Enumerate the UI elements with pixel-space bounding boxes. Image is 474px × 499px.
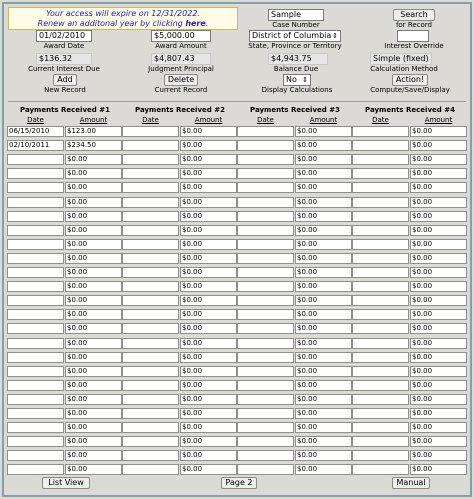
amount-column-header: Amount [79,116,108,124]
payment-amount-input[interactable]: $0.00 [295,182,352,193]
payment-date-input[interactable] [7,211,64,222]
payment-amount-input[interactable]: $0.00 [295,239,352,250]
payment-date-input[interactable] [122,408,179,419]
payment-date-input[interactable] [352,140,409,151]
payment-amount-input[interactable]: $0.00 [410,366,467,377]
payment-date-input[interactable] [7,182,64,193]
payment-amount-input[interactable]: $0.00 [180,253,237,264]
payment-amount-input[interactable]: $0.00 [295,394,352,405]
date-column-header: Date [372,116,389,124]
payment-date-input[interactable] [122,394,179,405]
payment-amount-input[interactable]: $0.00 [410,182,467,193]
payment-amount-input[interactable]: $0.00 [410,253,467,264]
payment-date-input[interactable] [237,309,294,320]
payment-amount-input[interactable]: $0.00 [180,295,237,306]
payment-date-input[interactable] [237,323,294,334]
payment-date-input[interactable] [237,267,294,278]
delete-button[interactable]: Delete [164,74,198,86]
case-number-label: Case Number [272,21,320,29]
payment-amount-input[interactable]: $0.00 [180,366,237,377]
payment-date-input[interactable] [122,211,179,222]
page-2-button[interactable]: Page 2 [221,477,257,489]
payment-amount-input[interactable]: $0.00 [295,352,352,363]
payment-amount-input[interactable]: $0.00 [295,267,352,278]
payment-amount-input[interactable]: $0.00 [65,394,122,405]
payment-date-input[interactable] [237,464,294,475]
payment-date-input[interactable] [352,182,409,193]
payment-amount-input[interactable]: $0.00 [180,436,237,447]
payment-amount-input[interactable]: $0.00 [180,197,237,208]
payment-date-input[interactable] [122,436,179,447]
payment-date-input[interactable] [237,140,294,151]
payment-date-input[interactable] [7,366,64,377]
payment-date-input[interactable] [122,380,179,391]
payment-date-input[interactable] [352,126,409,137]
payment-amount-input[interactable]: $0.00 [410,197,467,208]
payment-date-input[interactable] [352,422,409,433]
payment-date-input[interactable] [7,450,64,461]
payment-date-input[interactable]: 02/10/2011 [7,140,64,151]
judgment-principal-field: $4,807.43 [151,53,211,65]
case-number-input[interactable]: Sample [268,9,324,21]
payment-date-input[interactable] [352,253,409,264]
payment-date-input[interactable] [122,253,179,264]
award-date-label: Award Date [43,42,85,50]
display-calculations-label: Display Calculations [261,86,333,94]
payment-amount-input[interactable]: $0.00 [410,450,467,461]
action-button[interactable]: Action! [392,74,428,86]
payment-date-input[interactable] [352,408,409,419]
state-label: State, Province or Territory [248,42,342,50]
payment-date-input[interactable] [237,126,294,137]
payment-date-input[interactable] [237,380,294,391]
calculator-form [2,2,472,497]
payment-date-input[interactable] [7,168,64,179]
payment-date-input[interactable] [352,450,409,461]
payment-amount-input[interactable]: $0.00 [180,239,237,250]
payment-amount-input[interactable]: $0.00 [180,450,237,461]
payment-date-input[interactable] [352,394,409,405]
payment-date-input[interactable] [237,281,294,292]
payment-date-input[interactable] [352,380,409,391]
payments-group-title: Payments Received #2 [135,106,225,114]
payment-amount-input[interactable]: $0.00 [410,380,467,391]
payment-date-input[interactable] [237,408,294,419]
payment-amount-input[interactable]: $0.00 [410,168,467,179]
payment-amount-input[interactable]: $0.00 [180,352,237,363]
award-amount-label: Award Amount [155,42,207,50]
current-interest-field: $136.32 [36,53,92,65]
payment-date-input[interactable] [122,154,179,165]
payment-date-input[interactable] [352,168,409,179]
payment-amount-input[interactable]: $0.00 [295,225,352,236]
payment-date-input[interactable] [237,168,294,179]
payment-amount-input[interactable]: $0.00 [410,225,467,236]
payment-amount-input[interactable]: $0.00 [410,239,467,250]
payment-amount-input[interactable]: $0.00 [65,168,122,179]
payment-date-input[interactable] [7,408,64,419]
payment-amount-input[interactable]: $234.50 [65,140,122,151]
payment-date-input[interactable] [352,211,409,222]
payment-amount-input[interactable]: $0.00 [65,154,122,165]
payment-amount-input[interactable]: $0.00 [180,267,237,278]
payments-group-title: Payments Received #4 [365,106,455,114]
display-calculations-select[interactable] [283,74,311,86]
chevron-updown-icon: ⇕ [332,32,338,40]
payment-date-input[interactable] [237,394,294,405]
payment-date-input[interactable] [237,422,294,433]
payment-amount-input[interactable]: $0.00 [180,394,237,405]
payment-date-input[interactable] [122,309,179,320]
payment-date-input[interactable] [122,338,179,349]
add-label: New Record [44,86,86,94]
payment-amount-input[interactable]: $0.00 [65,436,122,447]
display-calculations-value: No [286,75,297,84]
date-column-header: Date [257,116,274,124]
balance-due-field: $4,943.75 [268,53,328,65]
payment-amount-input[interactable]: $0.00 [65,464,122,475]
payment-amount-input[interactable]: $0.00 [295,436,352,447]
payment-amount-input[interactable]: $0.00 [295,197,352,208]
payment-date-input[interactable] [7,464,64,475]
payment-date-input[interactable] [352,281,409,292]
payment-amount-input[interactable]: $0.00 [180,281,237,292]
payment-amount-input[interactable]: $0.00 [180,380,237,391]
payment-date-input[interactable] [237,211,294,222]
payment-amount-input[interactable]: $0.00 [295,408,352,419]
payment-amount-input[interactable]: $0.00 [180,323,237,334]
payment-date-input[interactable] [352,239,409,250]
calculation-method-field: Simple (fixed) [370,53,432,65]
payment-date-input[interactable] [237,225,294,236]
payment-amount-input[interactable]: $0.00 [295,126,352,137]
payment-date-input[interactable] [122,352,179,363]
payment-date-input[interactable] [7,422,64,433]
payment-date-input[interactable] [122,281,179,292]
add-button[interactable]: Add [53,74,77,86]
payment-date-input[interactable] [122,323,179,334]
payment-date-input[interactable] [352,338,409,349]
search-button[interactable]: Search [393,9,435,21]
payment-date-input[interactable] [122,267,179,278]
payment-date-input[interactable] [122,295,179,306]
payment-amount-input[interactable]: $0.00 [180,408,237,419]
payment-amount-input[interactable]: $0.00 [295,168,352,179]
date-column-header: Date [27,116,44,124]
payment-amount-input[interactable]: $0.00 [295,422,352,433]
payment-amount-input[interactable]: $0.00 [180,464,237,475]
payment-amount-input[interactable]: $0.00 [180,154,237,165]
award-date-input[interactable]: 01/02/2010 [36,30,92,42]
payment-amount-input[interactable]: $0.00 [65,225,122,236]
payment-date-input[interactable] [237,154,294,165]
payment-amount-input[interactable]: $0.00 [295,211,352,222]
payment-amount-input[interactable]: $0.00 [180,140,237,151]
payment-amount-input[interactable]: $0.00 [65,182,122,193]
payment-amount-input[interactable]: $0.00 [65,295,122,306]
payment-date-input[interactable] [237,239,294,250]
payment-amount-input[interactable]: $0.00 [295,380,352,391]
payment-date-input[interactable] [122,168,179,179]
list-view-button[interactable]: List View [42,477,90,489]
payment-amount-input[interactable]: $0.00 [410,140,467,151]
payment-date-input[interactable] [122,140,179,151]
payment-amount-input[interactable]: $0.00 [295,154,352,165]
payment-date-input[interactable] [352,225,409,236]
payment-amount-input[interactable]: $0.00 [410,309,467,320]
renew-text: Renew an additonal year by clicking [37,19,186,28]
payment-amount-input[interactable]: $0.00 [295,366,352,377]
payment-amount-input[interactable]: $0.00 [410,338,467,349]
payment-date-input[interactable] [7,338,64,349]
payment-amount-input[interactable]: $0.00 [180,422,237,433]
payment-date-input[interactable] [237,253,294,264]
payment-date-input[interactable] [122,225,179,236]
renew-link[interactable]: here [185,19,206,28]
payment-amount-input[interactable]: $0.00 [180,168,237,179]
payment-date-input[interactable] [7,436,64,447]
payment-date-input[interactable] [352,323,409,334]
payment-amount-input[interactable]: $123.00 [65,126,122,137]
payment-amount-input[interactable]: $0.00 [180,126,237,137]
payment-date-input[interactable] [122,239,179,250]
manual-button[interactable]: Manual [392,477,430,489]
interest-override-input[interactable] [397,30,429,42]
chevron-updown-icon: ⇕ [302,76,308,84]
payment-amount-input[interactable]: $0.00 [65,338,122,349]
payment-amount-input[interactable]: $0.00 [410,323,467,334]
payment-amount-input[interactable]: $0.00 [180,182,237,193]
payment-amount-input[interactable]: $0.00 [410,436,467,447]
amount-column-header: Amount [424,116,453,124]
payment-amount-input[interactable]: $0.00 [410,281,467,292]
payment-date-input[interactable] [7,394,64,405]
payment-amount-input[interactable]: $0.00 [65,309,122,320]
payment-amount-input[interactable]: $0.00 [295,323,352,334]
balance-due-label: Balance Due [273,65,319,73]
payment-date-input[interactable] [122,366,179,377]
payments-group-title: Payments Received #3 [250,106,340,114]
payment-amount-input[interactable]: $0.00 [180,211,237,222]
payment-date-input[interactable] [237,450,294,461]
payment-date-input[interactable] [237,197,294,208]
payment-amount-input[interactable]: $0.00 [295,338,352,349]
date-column-header: Date [142,116,159,124]
payment-date-input[interactable] [122,464,179,475]
payment-amount-input[interactable]: $0.00 [65,197,122,208]
renew-suffix: . [205,19,209,28]
award-amount-input[interactable]: $5,000.00 [151,30,211,42]
renew-line [9,19,237,29]
payment-date-input[interactable] [122,450,179,461]
action-label: Compute/Save/Display [370,86,450,94]
payment-amount-input[interactable]: $0.00 [295,140,352,151]
payment-amount-input[interactable]: $0.00 [180,338,237,349]
payment-amount-input[interactable]: $0.00 [65,380,122,391]
amount-column-header: Amount [194,116,223,124]
amount-column-header: Amount [309,116,338,124]
payment-date-input[interactable] [7,323,64,334]
payment-amount-input[interactable]: $0.00 [410,464,467,475]
payment-amount-input[interactable]: $0.00 [65,422,122,433]
payment-date-input[interactable] [352,154,409,165]
payment-date-input[interactable] [7,267,64,278]
payment-amount-input[interactable]: $0.00 [295,253,352,264]
payment-date-input[interactable] [122,126,179,137]
payment-amount-input[interactable]: $0.00 [295,450,352,461]
payment-date-input[interactable] [7,197,64,208]
payment-date-input[interactable] [352,436,409,447]
payment-amount-input[interactable]: $0.00 [65,408,122,419]
payment-date-input[interactable] [7,380,64,391]
payment-amount-input[interactable]: $0.00 [295,464,352,475]
calculation-method-label: Calculation Method [370,65,438,73]
current-interest-label: Current Interest Due [28,65,100,73]
expiration-notice [8,7,238,30]
state-select[interactable] [249,30,341,42]
payment-date-input[interactable] [352,295,409,306]
payment-date-input[interactable] [122,422,179,433]
divider [8,101,466,102]
payment-date-input[interactable] [7,253,64,264]
payment-amount-input[interactable]: $0.00 [65,352,122,363]
delete-label: Current Record [154,86,208,94]
payment-amount-input[interactable]: $0.00 [410,267,467,278]
payment-date-input[interactable] [352,366,409,377]
payment-date-input[interactable]: 06/15/2010 [7,126,64,137]
payment-date-input[interactable] [122,197,179,208]
payment-amount-input[interactable]: $0.00 [410,422,467,433]
payment-amount-input[interactable]: $0.00 [410,154,467,165]
payment-date-input[interactable] [7,225,64,236]
payment-date-input[interactable] [237,338,294,349]
payment-date-input[interactable] [352,309,409,320]
payment-date-input[interactable] [7,309,64,320]
payment-amount-input[interactable]: $0.00 [410,295,467,306]
expiration-line: Your access will expire on 12/31/2022. [46,9,200,18]
payment-amount-input[interactable]: $0.00 [65,281,122,292]
state-value: District of Columbia [252,31,332,40]
payment-date-input[interactable] [237,295,294,306]
payment-date-input[interactable] [352,352,409,363]
payment-amount-input[interactable]: $0.00 [65,323,122,334]
payment-amount-input[interactable]: $0.00 [180,225,237,236]
payment-amount-input[interactable]: $0.00 [65,366,122,377]
search-label: for Record [395,21,433,29]
payment-amount-input[interactable]: $0.00 [410,211,467,222]
payment-amount-input[interactable]: $0.00 [410,408,467,419]
payment-date-input[interactable] [122,182,179,193]
payment-amount-input[interactable]: $0.00 [410,126,467,137]
payment-amount-input[interactable]: $0.00 [65,239,122,250]
payment-amount-input[interactable]: $0.00 [65,450,122,461]
payment-date-input[interactable] [7,154,64,165]
payment-amount-input[interactable]: $0.00 [65,267,122,278]
payment-amount-input[interactable]: $0.00 [295,295,352,306]
payment-date-input[interactable] [7,352,64,363]
payment-date-input[interactable] [7,295,64,306]
interest-override-label: Interest Override [384,42,444,50]
payment-amount-input[interactable]: $0.00 [65,253,122,264]
payment-date-input[interactable] [237,182,294,193]
payments-group-title: Payments Received #1 [20,106,110,114]
payment-amount-input[interactable]: $0.00 [410,352,467,363]
payment-date-input[interactable] [7,239,64,250]
payment-amount-input[interactable]: $0.00 [295,281,352,292]
payment-date-input[interactable] [352,464,409,475]
payment-date-input[interactable] [352,267,409,278]
payment-amount-input[interactable]: $0.00 [410,394,467,405]
payment-amount-input[interactable]: $0.00 [180,309,237,320]
payment-date-input[interactable] [7,281,64,292]
judgment-principal-label: Judgment Principal [148,65,214,73]
payment-amount-input[interactable]: $0.00 [65,211,122,222]
payment-date-input[interactable] [352,197,409,208]
payment-date-input[interactable] [237,366,294,377]
payment-amount-input[interactable]: $0.00 [295,309,352,320]
payment-date-input[interactable] [237,436,294,447]
payment-date-input[interactable] [237,352,294,363]
